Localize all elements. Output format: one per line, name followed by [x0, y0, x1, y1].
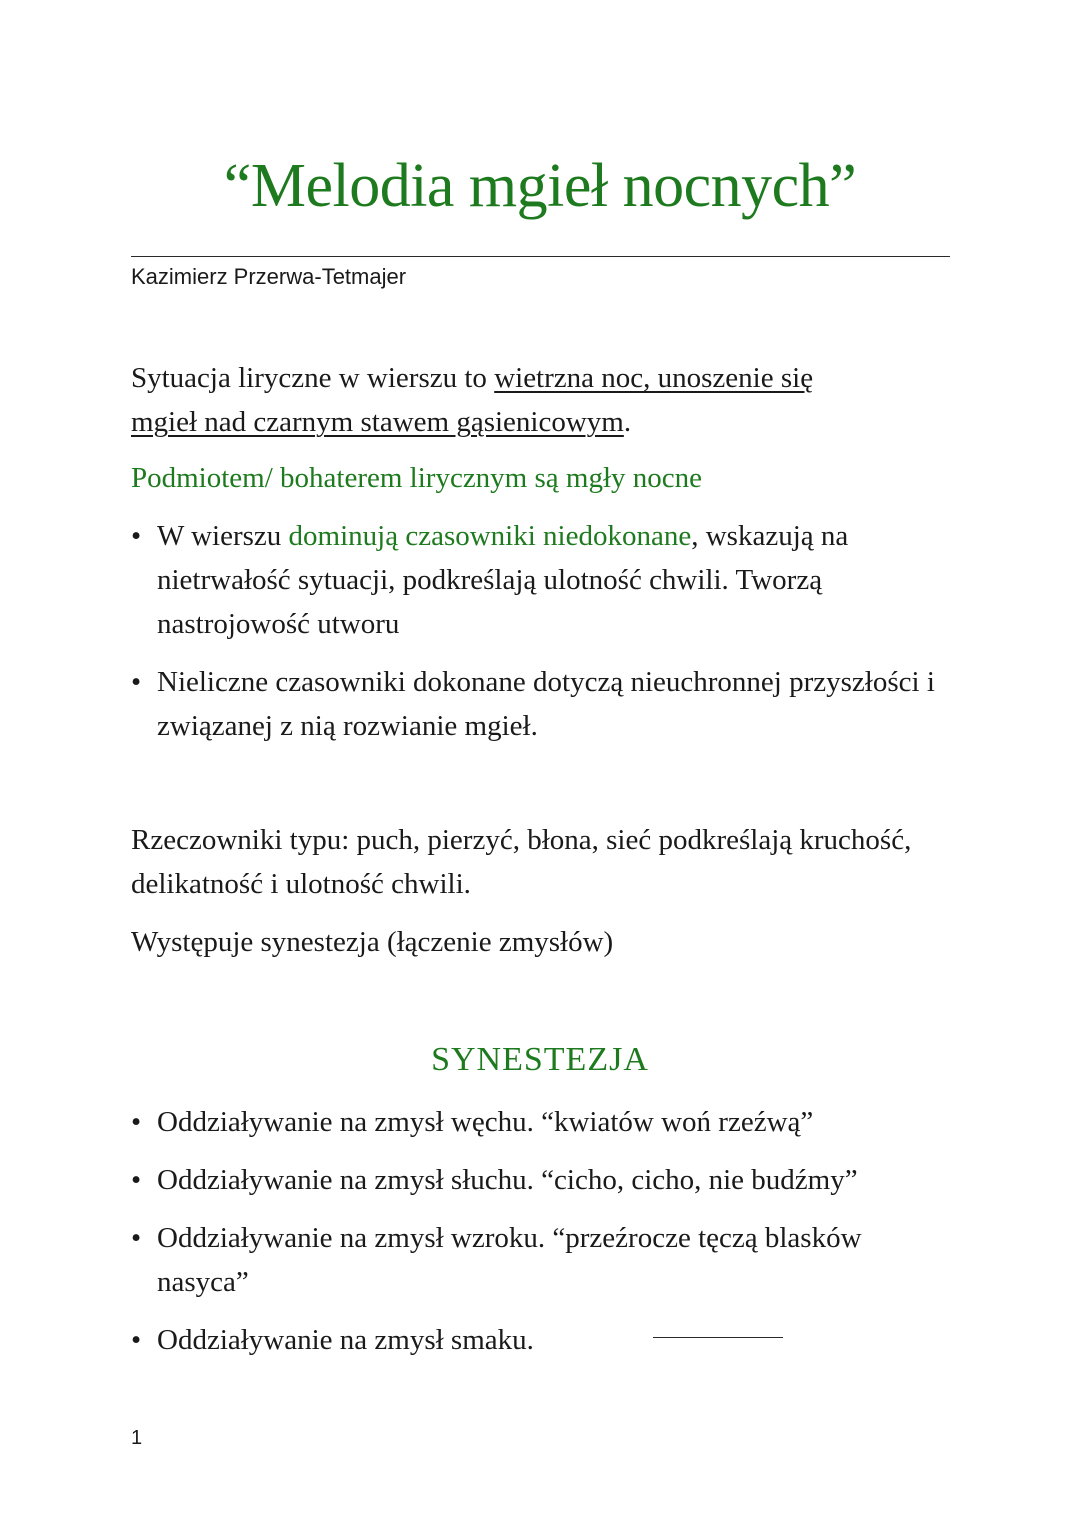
list-item: [131, 660, 951, 748]
list-item-pre: W wierszu: [157, 520, 289, 552]
subject-line: Podmiotem/ bohaterem lirycznym są mgły nocne: [131, 462, 703, 494]
list-item: [131, 1216, 951, 1304]
bullet-icon: •: [131, 666, 142, 698]
list-item: [131, 1158, 951, 1202]
answer-blank-line: [653, 1337, 783, 1338]
intro-underlined-2: mgieł nad czarnym stawem gąsienicowym: [131, 406, 624, 438]
verbs-list: [131, 514, 951, 762]
list-item: [131, 1100, 951, 1144]
synesthesia-line: Występuje synestezja (łączenie zmysłów): [131, 926, 614, 958]
list-item-highlight: dominują czasowniki niedokonane: [288, 520, 692, 552]
bullet-icon: •: [131, 1164, 142, 1196]
list-item: [131, 514, 951, 646]
list-item-pre: Nieliczne czasowniki dokonane dotyczą nieuchronnej przyszłości i związanej z nią rozwianie mgieł.: [157, 666, 935, 742]
intro-suffix: .: [623, 406, 632, 438]
intro-prefix: Sytuacja liryczne w wierszu to: [131, 362, 495, 394]
page-title: “Melodia mgieł nocnych”: [223, 152, 857, 220]
bullet-icon: •: [131, 1106, 142, 1138]
list-item-text: Oddziaływanie na zmysł węchu. “kwiatów woń rzeźwą”: [157, 1106, 814, 1138]
author-name: Kazimierz Przerwa-Tetmajer: [131, 264, 407, 289]
list-item-text: Oddziaływanie na zmysł słuchu. “cicho, cicho, nie budźmy”: [157, 1164, 858, 1196]
intro-paragraph: [131, 356, 931, 444]
nouns-paragraph: Rzeczowniki typu: puch, pierzyć, błona, sieć podkreślają kruchość, delikatność i ulotność chwili.: [131, 824, 912, 900]
bullet-icon: •: [131, 1222, 142, 1254]
list-item-post: , wskazują na nietrwałość sytuacji, podkreślają ulotność chwili. Tworzą nastrojowość utworu: [157, 520, 849, 640]
intro-underlined-1: wietrzna noc, unoszenie się: [494, 362, 814, 394]
list-item: [131, 1318, 951, 1362]
bullet-icon: •: [131, 520, 142, 552]
list-item-text: Oddziaływanie na zmysł smaku.: [157, 1324, 534, 1356]
section-heading: SYNESTEZJA: [431, 1041, 649, 1078]
page-number: 1: [131, 1427, 143, 1449]
title-divider: [131, 256, 950, 257]
bullet-icon: •: [131, 1324, 142, 1356]
list-item-text: Oddziaływanie na zmysł wzroku. “przeźrocze tęczą blasków nasyca”: [157, 1222, 862, 1298]
synesthesia-list: [131, 1100, 951, 1376]
